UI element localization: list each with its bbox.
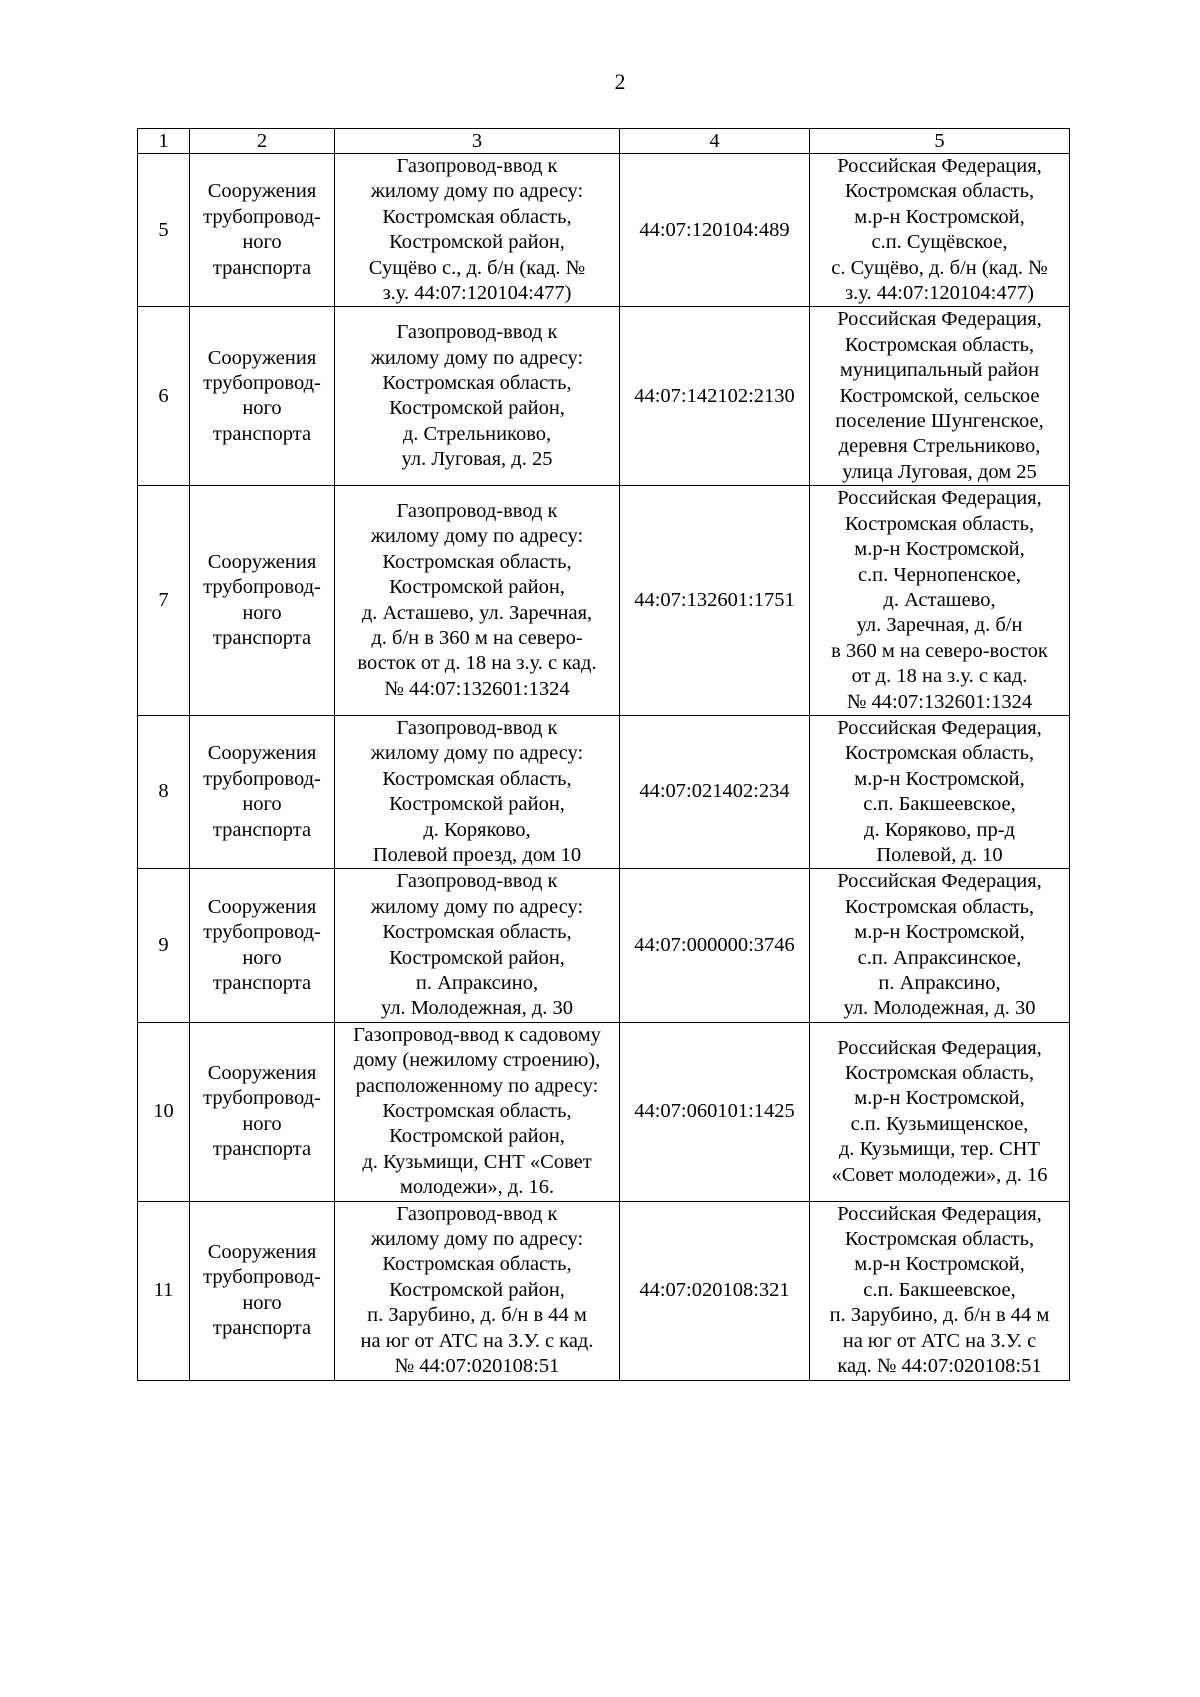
- object-name-cell-line: д. Коряково,: [423, 818, 531, 841]
- page-number: 2: [614, 69, 626, 94]
- row-number-cell: 6: [138, 307, 190, 486]
- object-type-cell-line: Сооружения: [207, 742, 317, 765]
- object-type-cell-line: трубопровод-: [203, 576, 321, 599]
- object-type-cell-line: трубопровод-: [203, 767, 321, 790]
- address-cell-line: м.р-н Костромской,: [854, 1253, 1025, 1276]
- object-name-cell-line: Газопровод-ввод к: [396, 870, 558, 893]
- object-type-cell-line: трубопровод-: [203, 921, 321, 944]
- row-number-cell: 11: [138, 1201, 190, 1380]
- cadastral-number-cell: 44:07:142102:2130: [620, 307, 810, 486]
- object-name-cell-line: Газопровод-ввод к: [396, 321, 558, 344]
- object-name-cell-line: д. Стрельниково,: [402, 422, 552, 445]
- object-type-cell-line: Сооружения: [207, 550, 317, 573]
- address-cell-line: Костромская область,: [844, 180, 1035, 203]
- object-name-cell-line: Полевой проезд, дом 10: [372, 843, 582, 866]
- object-type-cell-line: Сооружения: [207, 1061, 317, 1084]
- header-row: [138, 129, 1070, 154]
- object-name-cell-line: Костромской район,: [389, 946, 565, 969]
- address-cell-line: Костромская область,: [844, 1061, 1035, 1084]
- object-type-cell-line: транспорта: [212, 1138, 312, 1161]
- object-name-cell: [335, 307, 620, 486]
- table-row: [138, 1201, 1070, 1380]
- object-name-cell-line: расположенному по адресу:: [355, 1074, 599, 1097]
- address-cell-line: з.у. 44:07:120104:477): [845, 282, 1034, 305]
- object-type-cell-line: Сооружения: [207, 180, 317, 203]
- object-name-cell-line: жилому дому по адресу:: [370, 895, 584, 918]
- object-name-cell-line: жилому дому по адресу:: [370, 525, 584, 548]
- object-type-cell-line: ного: [242, 1291, 282, 1314]
- address-cell: [810, 1201, 1070, 1380]
- object-name-cell-line: Костромская область,: [382, 767, 572, 790]
- address-cell-line: м.р-н Костромской,: [854, 205, 1025, 228]
- object-name-cell-line: восток от д. 18 на з.у. с кад.: [357, 652, 597, 675]
- object-name-cell-line: жилому дому по адресу:: [370, 180, 584, 203]
- object-type-cell-line: ного: [242, 1112, 282, 1135]
- object-name-cell: [335, 1201, 620, 1380]
- object-name-cell-line: Газопровод-ввод к: [396, 499, 558, 522]
- address-cell-line: от д. 18 на з.у. с кад.: [851, 665, 1028, 688]
- address-cell: [810, 1022, 1070, 1201]
- address-cell-line: «Совет молодежи», д. 16: [831, 1163, 1048, 1186]
- object-name-cell-line: Газопровод-ввод к: [396, 1202, 558, 1225]
- object-name-cell-line: № 44:07:020108:51: [394, 1355, 560, 1378]
- address-cell-line: улица Луговая, дом 25: [842, 460, 1037, 483]
- address-cell-line: поселение Шунгенское,: [835, 410, 1044, 433]
- address-cell-line: ул. Заречная, д. б/н: [856, 614, 1023, 637]
- address-cell-line: Полевой, д. 10: [876, 843, 1003, 866]
- address-cell-line: д. Асташево,: [883, 588, 996, 611]
- object-type-cell-line: транспорта: [212, 818, 312, 841]
- object-name-cell-line: Костромская область,: [382, 921, 572, 944]
- address-cell-line: Костромской, сельское: [839, 384, 1040, 407]
- address-cell-line: Российская Федерация,: [837, 487, 1042, 510]
- object-type-cell-line: ного: [242, 601, 282, 624]
- address-cell-line: д. Коряково, пр-д: [864, 818, 1015, 841]
- object-type-cell-line: транспорта: [212, 422, 312, 445]
- object-type-cell: [190, 307, 335, 486]
- row-number-cell: 10: [138, 1022, 190, 1201]
- address-cell-line: с. Сущёво, д. б/н (кад. №: [831, 256, 1048, 279]
- object-name-cell-line: Костромская область,: [382, 371, 572, 394]
- object-type-cell-line: Сооружения: [207, 1240, 317, 1263]
- object-name-cell-line: п. Апраксино,: [415, 972, 539, 994]
- header-col-1: 1: [138, 129, 190, 154]
- object-name-cell-line: Костромской район,: [389, 231, 565, 254]
- object-name-cell-line: Костромская область,: [382, 205, 572, 228]
- object-name-cell-line: дому (нежилому строению),: [353, 1049, 601, 1072]
- object-type-cell-line: транспорта: [212, 1316, 312, 1339]
- object-name-cell-line: Костромской район,: [389, 1125, 565, 1148]
- cadastral-number-cell: 44:07:000000:3746: [620, 869, 810, 1022]
- object-type-cell: [190, 869, 335, 1022]
- object-type-cell: [190, 154, 335, 307]
- address-cell-line: с.п. Бакшеевское,: [863, 1278, 1016, 1301]
- object-name-cell-line: д. Асташево, ул. Заречная,: [361, 601, 593, 624]
- object-type-cell-line: Сооружения: [207, 346, 317, 369]
- object-name-cell-line: на юг от АТС на З.У. с кад.: [360, 1329, 594, 1352]
- address-cell-line: с.п. Бакшеевское,: [863, 793, 1016, 816]
- object-name-cell-line: д. б/н в 360 м на северо-: [371, 627, 583, 650]
- object-type-cell-line: ного: [242, 231, 282, 254]
- object-name-cell-line: д. Кузьмищи, СНТ «Совет: [362, 1150, 592, 1173]
- object-type-cell: [190, 486, 335, 716]
- object-type-cell-line: транспорта: [212, 256, 312, 279]
- address-cell-line: Российская Федерация,: [837, 308, 1042, 331]
- address-cell: [810, 154, 1070, 307]
- object-name-cell-line: Костромская область,: [382, 1100, 572, 1123]
- row-number-cell: 5: [138, 154, 190, 307]
- object-name-cell-line: Сущёво с., д. б/н (кад. №: [368, 256, 586, 279]
- object-type-cell-line: трубопровод-: [203, 1266, 321, 1289]
- object-type-cell-line: транспорта: [212, 627, 312, 650]
- object-name-cell-line: жилому дому по адресу:: [370, 346, 584, 369]
- cadastral-number-cell: 44:07:132601:1751: [620, 486, 810, 716]
- address-cell-line: Костромская область,: [844, 742, 1035, 765]
- table-row: [138, 715, 1070, 868]
- object-name-cell: [335, 486, 620, 716]
- address-cell: [810, 715, 1070, 868]
- table-row: [138, 486, 1070, 716]
- address-cell-line: муниципальный район: [839, 359, 1040, 382]
- object-name-cell-line: жилому дому по адресу:: [370, 742, 584, 765]
- address-cell-line: деревня Стрельниково,: [838, 435, 1041, 458]
- address-cell-line: ул. Молодежная, д. 30: [843, 997, 1036, 1020]
- object-name-cell-line: Костромской район,: [389, 793, 565, 816]
- object-name-cell-line: п. Зарубино, д. б/н в 44 м: [367, 1304, 587, 1327]
- object-name-cell: [335, 154, 620, 307]
- object-name-cell-line: жилому дому по адресу:: [370, 1228, 584, 1251]
- address-cell-line: кад. № 44:07:020108:51: [837, 1355, 1042, 1378]
- address-cell-line: в 360 м на северо-восток: [831, 639, 1048, 662]
- object-type-cell: [190, 1022, 335, 1201]
- address-cell-line: м.р-н Костромской,: [854, 921, 1025, 944]
- address-cell-line: м.р-н Костромской,: [854, 538, 1025, 561]
- table-row: [138, 307, 1070, 486]
- registry-table: [137, 128, 1070, 1381]
- address-cell-line: с.п. Кузьмищенское,: [850, 1112, 1029, 1135]
- object-type-cell-line: трубопровод-: [203, 205, 321, 228]
- address-cell-line: Российская Федерация,: [837, 716, 1042, 739]
- address-cell-line: Российская Федерация,: [837, 870, 1042, 893]
- table-row: [138, 1022, 1070, 1201]
- object-name-cell-line: Костромская область,: [382, 550, 572, 573]
- address-cell: [810, 869, 1070, 1022]
- address-cell-line: с.п. Апраксинское,: [857, 946, 1022, 969]
- cadastral-number-cell: 44:07:020108:321: [620, 1201, 810, 1380]
- row-number-cell: 7: [138, 486, 190, 716]
- header-col-3: 3: [335, 129, 620, 154]
- header-col-2: 2: [190, 129, 335, 154]
- row-number-cell: 8: [138, 715, 190, 868]
- object-type-cell-line: трубопровод-: [203, 1087, 321, 1110]
- object-type-cell: [190, 1201, 335, 1380]
- object-type-cell-line: трубопровод-: [203, 371, 321, 394]
- cadastral-number-cell: 44:07:021402:234: [620, 715, 810, 868]
- address-cell: [810, 486, 1070, 716]
- cadastral-number-cell: 44:07:060101:1425: [620, 1022, 810, 1201]
- object-type-cell-line: ного: [242, 793, 282, 816]
- object-name-cell-line: з.у. 44:07:120104:477): [382, 282, 572, 305]
- object-name-cell-line: Газопровод-ввод к: [396, 155, 558, 177]
- address-cell-line: п. Зарубино, д. б/н в 44 м: [829, 1304, 1050, 1327]
- header-col-5: 5: [810, 129, 1070, 154]
- address-cell-line: Российская Федерация,: [837, 155, 1042, 177]
- object-name-cell-line: молодежи», д. 16.: [399, 1176, 555, 1199]
- address-cell-line: на юг от АТС на З.У. с: [842, 1329, 1037, 1352]
- object-type-cell-line: ного: [242, 946, 282, 969]
- address-cell-line: Российская Федерация,: [837, 1036, 1042, 1059]
- object-name-cell-line: Костромской район,: [389, 1278, 565, 1301]
- address-cell-line: с.п. Сущёвское,: [871, 231, 1008, 254]
- object-name-cell: [335, 869, 620, 1022]
- address-cell-line: м.р-н Костромской,: [854, 767, 1025, 790]
- object-name-cell: [335, 715, 620, 868]
- object-name-cell-line: Газопровод-ввод к садовому: [353, 1023, 601, 1046]
- object-type-cell: [190, 715, 335, 868]
- object-name-cell: [335, 1022, 620, 1201]
- object-name-cell-line: Газопровод-ввод к: [396, 716, 558, 739]
- address-cell-line: Костромская область,: [844, 512, 1035, 535]
- address-cell-line: м.р-н Костромской,: [854, 1087, 1025, 1110]
- address-cell-line: п. Апраксино,: [878, 972, 1001, 994]
- address-cell: [810, 307, 1070, 486]
- object-name-cell-line: Костромской район,: [389, 576, 565, 599]
- row-number-cell: 9: [138, 869, 190, 1022]
- header-col-4: 4: [620, 129, 810, 154]
- address-cell-line: Российская Федерация,: [837, 1202, 1042, 1225]
- table-row: [138, 869, 1070, 1022]
- object-type-cell-line: транспорта: [212, 972, 312, 994]
- object-name-cell-line: Костромской район,: [389, 397, 565, 420]
- object-type-cell-line: ного: [242, 397, 282, 420]
- address-cell-line: Костромская область,: [844, 895, 1035, 918]
- table-row: [138, 154, 1070, 307]
- object-name-cell-line: ул. Луговая, д. 25: [401, 448, 553, 471]
- object-name-cell-line: ул. Молодежная, д. 30: [380, 997, 574, 1020]
- address-cell-line: № 44:07:132601:1324: [846, 690, 1033, 713]
- address-cell-line: Костромская область,: [844, 333, 1035, 356]
- object-name-cell-line: № 44:07:132601:1324: [384, 677, 570, 700]
- cadastral-number-cell: 44:07:120104:489: [620, 154, 810, 307]
- object-type-cell-line: Сооружения: [207, 895, 317, 918]
- address-cell-line: Костромская область,: [844, 1228, 1035, 1251]
- object-name-cell-line: Костромская область,: [382, 1253, 572, 1276]
- address-cell-line: с.п. Чернопенское,: [857, 563, 1022, 586]
- address-cell-line: д. Кузьмищи, тер. СНТ: [838, 1138, 1041, 1161]
